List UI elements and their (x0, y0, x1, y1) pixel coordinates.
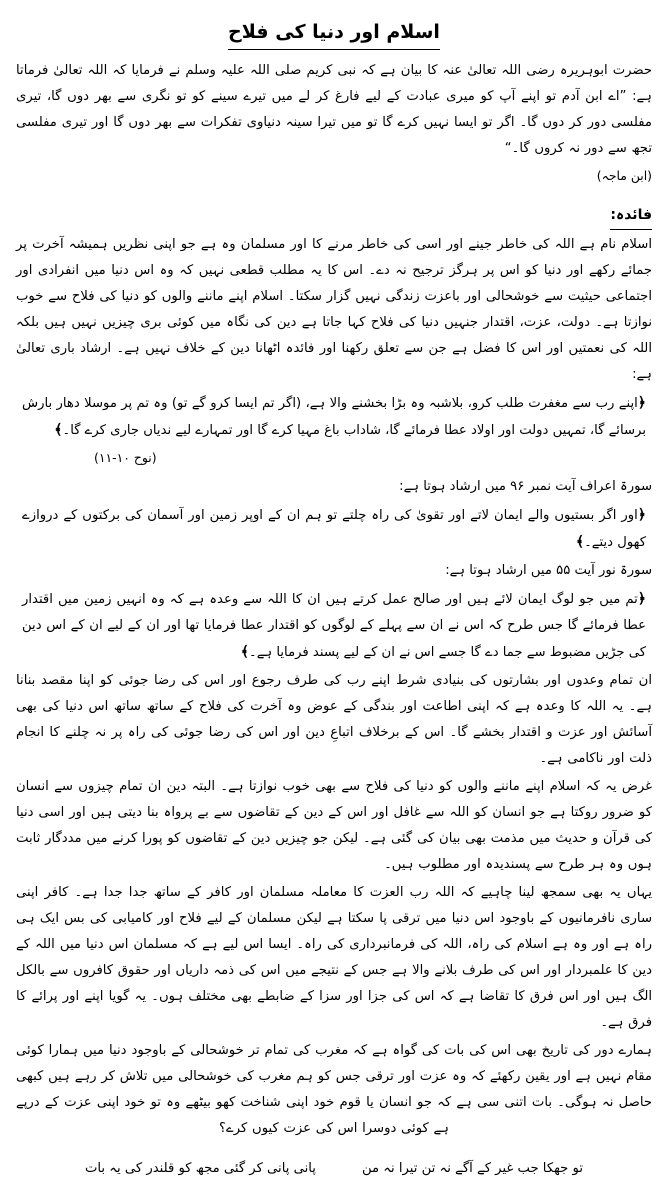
quran-verse-2-lead: سورۃ اعراف آیت نمبر ۹۶ میں ارشاد ہوتا ہے: (399, 478, 652, 494)
quran-verse-3-text: تم میں جو لوگ ایمان لائے ہیں اور صالح عمل کرتے ہیں ان کا اللہ سے وعدہ ہے کہ وہ انہیں زمین میں اقتدار عطا فرمائے گا جس طرح کہ اس نے ان سے پہلے کے لوگوں کو اقتدار عطا فرمایا تھا اور ان کے لیے ان کے اس دین کی جڑیں مضبوط سے جما دے گا جسے اس نے ان کے لیے پسند فرمایا ہے۔ (22, 591, 646, 660)
quran-verse-3 (16, 586, 652, 666)
ayah-close-mark: ﴾ (575, 533, 585, 550)
body-paragraph-1: اسلام نام ہے اللہ کی خاطر جینے اور اسی کی خاطر مرنے کا اور مسلمان وہ ہے جو اپنی نظریں ہمیشہ آخرت پر جمائے رکھے اور دنیا کو اس پر ہرگز ترجیح نہ دے۔ اس کا یہ مطلب قطعی نہیں کہ وہ اس دنیا میں انفرادی اور اجتماعی حیثیت سے خوشحالی اور باعزت زندگی نہیں گزار سکتا۔ اسلام اپنے ماننے والوں کو دنیا کی فلاح سے خوب نوازتا ہے۔ دولت، عزت، اقتدار جنہیں دنیا کی فلاح کہا جاتا ہے دین کی نگاہ میں کوئی بری چیزیں نہیں ہیں بلکہ اللہ کی نعمتیں اور اس کا فضل ہے جن سے تعلق رکھنا اور فائدہ اٹھانا دین کے خلاف نہیں ہے۔ ارشاد باری تعالیٰ ہے: (16, 236, 652, 382)
ayah-open-mark: ﴿ (637, 590, 646, 607)
hadith-paragraph: حضرت ابوہریرہ رضی اللہ تعالیٰ عنہ کا بیان ہے کہ نبی کریم صلی اللہ علیہ وسلم نے فرمایا کہ اللہ تعالیٰ فرماتا ہے: ”اے ابن آدم تو اپنے آپ کو میری عبادت کے لیے فارغ کر لے میں تیرے سینے کو تو نگری سے بھر دوں گا، تیری مفلسی دور کر دوں گا۔ اگر تو ایسا نہیں کرے گا تو میں تیرا سینہ دنیاوی تفکرات سے بھر دوں گا اور تیری مفلسی تجھ سے دور نہ کروں گا۔“ (16, 62, 652, 156)
ayah-close-mark: ﴾ (240, 643, 249, 660)
body-paragraph-4: یہاں یہ بھی سمجھ لینا چاہیے کہ اللہ رب العزت کا معاملہ مسلمان اور کافر کے ساتھ جدا جدا ہے۔ کافر اپنی ساری نافرمانیوں کے باوجود اس دنیا میں ترقی پا سکتا ہے لیکن مسلمان کے لیے فلاح اور کامیابی کی بس ایک ہی راہ ہے اور وہ ہے اسلام کی راہ، اللہ کی فرمانبرداری کی راہ۔ ایسا اس لیے ہے کہ مسلمان اس دنیا میں اللہ کے دین کا علمبردار اور اس کی طرف بلانے والا ہے جس کے نتیجے میں اس کی ذمہ داریاں اور حقوق کافروں سے بالکل الگ ہیں اور اس فرق کا تقاضا ہے کہ اس کی جزا اور سزا کے ضابطے بھی مختلف ہوں۔ یہ گویا اپنے اور پرائے کا فرق ہے۔ (16, 884, 652, 1030)
body-paragraph-2: ان تمام وعدوں اور بشارتوں کی بنیادی شرط اپنے رب کی طرف رجوع اور اس کی رضا جوئی کو اپنا مقصد بنانا ہے۔ یہ اللہ کا وعدہ ہے کہ اپنی اطاعت اور بندگی کے عوض وہ آخرت کی فلاح کے ساتھ ساتھ اس دنیا کی بھی آسائش اور عزت و اقتدار بخشے گا۔ اس کے برخلاف اتباعِ دین اور اس کی رضا جوئی کی راہ پر نہ چلنے کا انجام ذلت اور ناکامی ہے۔ (16, 672, 652, 766)
quran-verse-2-text: اور اگر بستیوں والے ایمان لاتے اور تقویٰ کی راہ چلتے تو ہم ان کے اوپر زمین اور آسمان کی برکتوں کے دروازے کھول دیتے۔ (22, 507, 646, 550)
quran-verse-1-reference: (نوح ۱۰-۱۱) (94, 449, 157, 465)
benefit-heading (16, 202, 652, 230)
body-paragraph-5: ہمارے دور کی تاریخ بھی اس کی بات کی گواہ ہے کہ مغرب کی تمام تر خوشحالی کے باوجود دنیا میں ہمارا کوئی مقام نہیں ہے اور یقین رکھئے کہ وہ عزت اور ترقی جس کو ہم مغرب کی خوشحالی میں تلاش کر رہے ہیں کبھی حاصل نہ ہوگی۔ بات اتنی سی ہے کہ جو انسان یا قوم خود اپنی شناخت کھو بیٹھے وہ تو خود اپنی عزت کے درپے ہے کوئی دوسرا اس کی عزت کیوں کرے؟ (16, 1042, 652, 1136)
couplet-hemistich-2: تو جھکا جب غیر کے آگے نہ تن تیرا نہ من (361, 1160, 584, 1176)
spacer (16, 190, 652, 196)
quran-verse-1 (16, 390, 652, 444)
page-title-text: اسلام اور دنیا کی فلاح (228, 18, 440, 50)
quran-verse-3-lead: سورۃ نور آیت ۵۵ میں ارشاد ہوتا ہے: (445, 562, 652, 578)
ayah-open-mark: ﴿ (637, 394, 646, 411)
couplet-hemistich-1: پانی پانی کر گئی مجھ کو قلندر کی یہ بات (85, 1160, 316, 1176)
poetry-couplet (16, 1156, 652, 1182)
hadith-source: (ابن ماجہ) (596, 167, 652, 183)
page-title (16, 18, 652, 50)
benefit-heading-text: فائدہ: (610, 202, 652, 230)
body-paragraph-3: غرض یہ کہ اسلام اپنے ماننے والوں کو دنیا کی فلاح سے بھی خوب نوازتا ہے۔ البتہ دین ان تمام چیزوں سے انسان کو ضرور روکتا ہے جو انسان کو اللہ سے غافل اور اس کے دین کے تقاضوں سے بے پرواہ بنا دیتی ہیں اور اسی دنیا کی قرآن و حدیث میں مذمت بھی بیان کی گئی ہے۔ لیکن جو چیزیں دین کے تقاضوں کو پورا کرنے میں مددگار ثابت ہوں وہ ہر طرح سے پسندیدہ اور مطلوب ہیں۔ (16, 778, 652, 872)
quran-verse-1-text: اپنے رب سے مغفرت طلب کرو، بلاشبہ وہ بڑا بخشنے والا ہے، (اگر تم ایسا کرو گے تو) وہ تم پر موسلا دھار بارش برسائے گا، تمہیں دولت اور اولاد عطا فرمائے گا، شاداب باغ مہیا کرے گا اور تمہارے لیے ندیاں جاری کرے گا۔ (22, 395, 646, 438)
ayah-close-mark: ﴾ (54, 421, 63, 438)
quran-verse-2 (16, 502, 652, 556)
ayah-open-mark: ﴿ (637, 506, 646, 523)
